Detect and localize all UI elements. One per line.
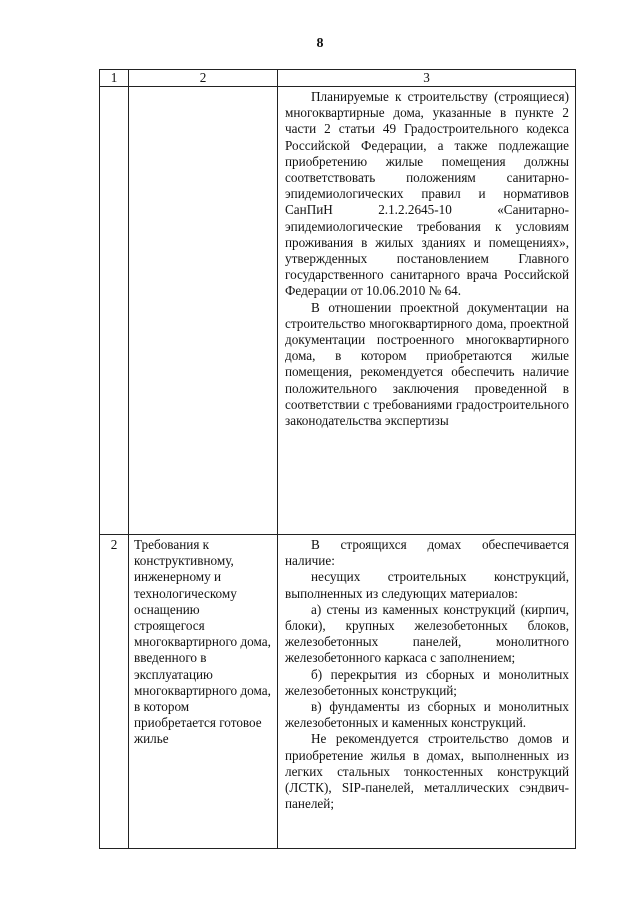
column-header-1: 1 [100, 70, 129, 87]
requirements-table [99, 69, 576, 849]
row-number-cell: 2 [100, 535, 129, 849]
walls-item: а) стены из каменных конструкций (кирпич, блоки), крупных железобетонных блоков, железобетонных панелей, монолитного железобетонного каркаса с заполнением; [285, 601, 569, 666]
load-bearing-paragraph: несущих строительных конструкций, выполненных из следующих материалов: [285, 569, 569, 601]
table-row [100, 87, 576, 535]
floors-item: б) перекрытия из сборных и монолитных железобетонных конструкций; [285, 666, 569, 698]
table-row [100, 535, 576, 849]
requirement-text-cell [278, 535, 576, 849]
requirement-name-cell: Требования к конструктивному, инженерному и технологическому оснащению строящегося многоквартирного дома, введенного в эксплуатацию многоквартирного дома, в котором приобретается готовое жилье [129, 535, 278, 849]
row-number-cell [100, 87, 129, 535]
requirement-text-cell [278, 87, 576, 535]
foundations-item: в) фундаменты из сборных и монолитных железобетонных и каменных конструкций. [285, 699, 569, 731]
column-header-2: 2 [129, 70, 278, 87]
availability-paragraph: В строящихся домах обеспечивается наличие: [285, 537, 569, 569]
not-recommended-paragraph: Не рекомендуется строительство домов и приобретение жилья в домах, выполненных из легких стальных тонкостенных конструкций (ЛСТК), SIP-панелей, металлических сэндвич-панелей; [285, 731, 569, 812]
sanpin-paragraph: Планируемые к строительству (строящиеся) многоквартирные дома, указанные в пункте 2 части 2 статьи 49 Градостроительного кодекса Российской Федерации, а также подлежащие приобретению жилые помещения должны соответствовать положениям санитарно-эпидемиологических правил и нормативов СанПиН 2.1.2.2645-10 «Санитарно-эпидемиологические требования к условиям проживания в жилых зданиях и помещениях», утвержденных постановлением Главного государственного санитарного врача Российской Федерации от 10.06.2010 № 64. [285, 89, 569, 299]
expertise-paragraph: В отношении проектной документации на строительство многоквартирного дома, проектной документации построенного многоквартирного дома, в котором приобретаются жилые помещения, рекомендуется обеспечить наличие положительного заключения проведенной в соответствии с требованиями градостроительного законодательства экспертизы [285, 299, 569, 429]
table-header-row [100, 70, 576, 87]
page-number: 8 [316, 36, 324, 51]
requirement-name-cell [129, 87, 278, 535]
column-header-3: 3 [278, 70, 576, 87]
